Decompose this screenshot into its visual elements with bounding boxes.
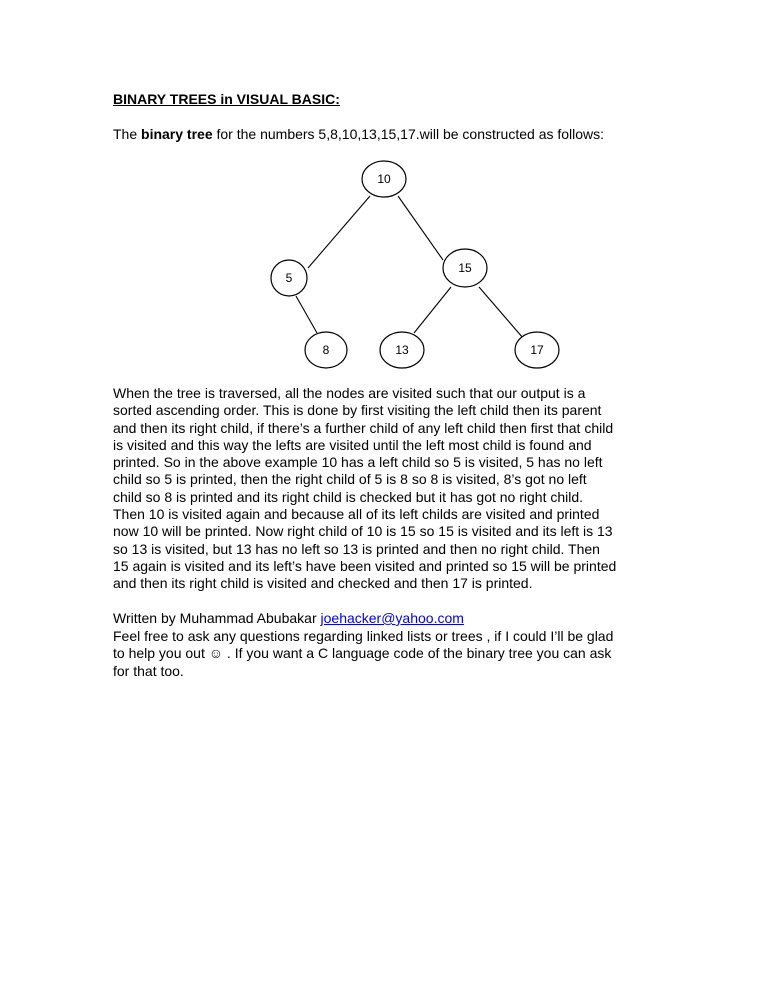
tree-node-8 (305, 332, 347, 368)
paragraph-line: and then its right child is visited and checked and then 17 is printed. (113, 575, 533, 592)
node-label-10: 10 (377, 172, 391, 186)
paragraph-line: sorted ascending order. This is done by first visiting the left child then its parent (113, 402, 602, 419)
tree-node-17 (515, 332, 559, 368)
node-label-8: 8 (322, 343, 330, 357)
binary-tree-diagram (0, 0, 768, 400)
paragraph-line: 15 again is visited and its left’s have been visited and printed so 15 will be printed (113, 557, 617, 574)
tree-node-15 (443, 249, 487, 287)
author-note (113, 610, 673, 680)
footer-line: for that too. (113, 662, 184, 679)
node-label-15: 15 (458, 261, 472, 275)
intro-suffix: for the numbers 5,8,10,13,15,17.will be constructed as follows: (212, 126, 605, 142)
node-label-17: 17 (530, 343, 544, 357)
paragraph-line: When the tree is traversed, all the nodes are visited such that our output is a (113, 385, 586, 401)
paragraph-line: now 10 will be printed. Now right child of 10 is 15 so 15 is visited and its left is 13 (113, 523, 613, 540)
email-link[interactable]: joehacker@yahoo.com (320, 610, 464, 626)
traversal-explanation (113, 385, 673, 593)
intro-prefix: The (113, 126, 142, 142)
edge-15-17 (479, 287, 523, 338)
intro-bold-term: binary tree (141, 126, 213, 142)
footer-line: Feel free to ask any questions regarding linked lists or trees , if I could I’ll be glad (113, 627, 614, 644)
paragraph-line: and then its right child, if there’s a further child of any left child then first that child (113, 419, 614, 436)
footer-line: to help you out ☺ . If you want a C language code of the binary tree you can ask (113, 645, 612, 662)
edge-5-8 (296, 296, 317, 333)
paragraph-line: Then 10 is visited again and because all of its left childs are visited and printed (113, 506, 600, 523)
paragraph-line: is visited and this way the lefts are visited until the left most child is found and (113, 436, 592, 453)
author-line (113, 610, 673, 628)
tree-node-10 (362, 161, 406, 197)
paragraph-line: printed. So in the above example 10 has a left child so 5 is visited, 5 has no left (113, 454, 603, 471)
node-label-13: 13 (395, 343, 409, 357)
edge-10-15 (398, 196, 443, 260)
node-label-5: 5 (285, 271, 293, 285)
written-by-text: Written by Muhammad Abubakar (113, 610, 321, 626)
paragraph-line: child so 8 is printed and its right child is checked but it has got no right child. (113, 488, 584, 505)
tree-node-13 (380, 332, 424, 368)
edge-10-5 (308, 196, 370, 268)
page-heading: BINARY TREES in VISUAL BASIC: (113, 91, 340, 107)
paragraph-line: child so 5 is printed, then the right child of 5 is 8 so 8 is visited, 8’s got no left (113, 471, 587, 488)
edge-15-13 (414, 287, 451, 333)
tree-node-5 (271, 260, 307, 296)
paragraph-line: so 13 is visited, but 13 has no left so 13 is printed and then no right child. Then (113, 540, 600, 557)
